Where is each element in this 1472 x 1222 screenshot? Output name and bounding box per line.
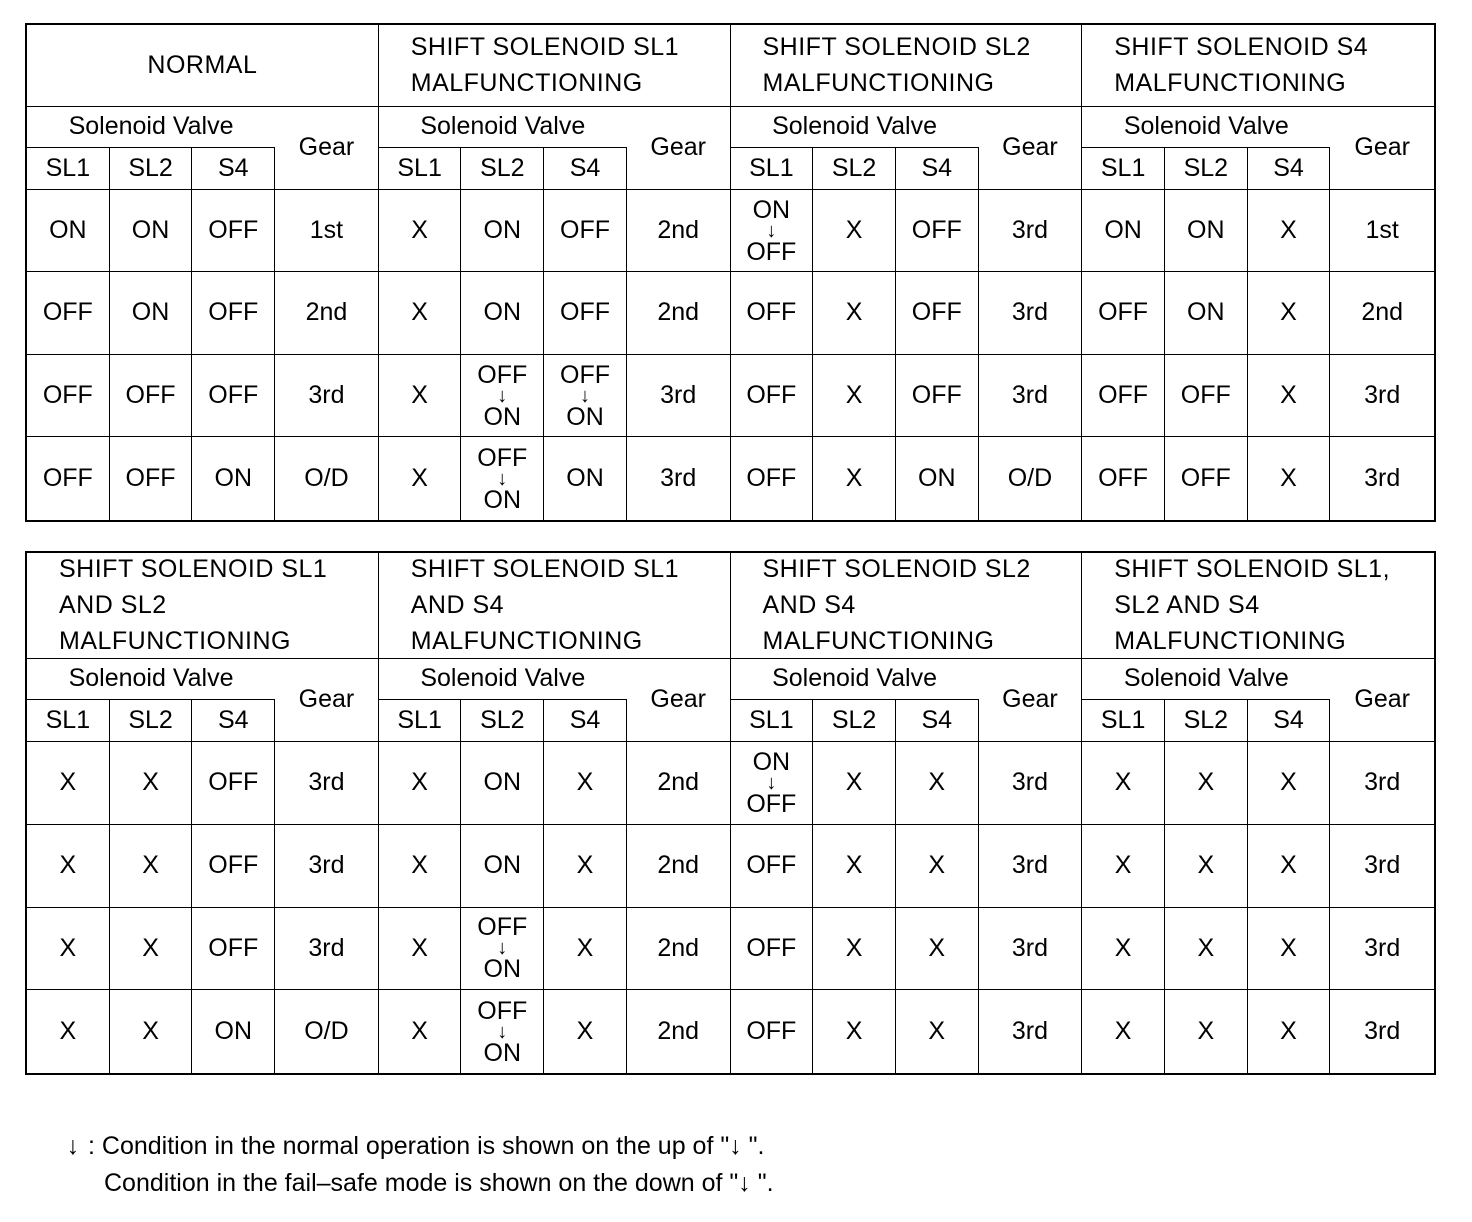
- gear-header: Gear: [627, 107, 731, 190]
- s4-column-header: S4: [896, 700, 979, 742]
- gear-cell: 3rd: [1330, 355, 1434, 438]
- solenoid-state-cell: OFF: [192, 190, 275, 273]
- solenoid-state-cell: X: [1248, 355, 1331, 438]
- solenoid-state-cell: OFF: [1082, 437, 1165, 520]
- sl1-column-header: SL1: [27, 148, 110, 190]
- gear-cell: 3rd: [1330, 825, 1434, 908]
- gear-cell: 3rd: [627, 355, 731, 438]
- solenoid-state-cell: ON: [110, 190, 193, 273]
- fail-safe-state: OFF: [746, 790, 797, 819]
- solenoid-state-cell: OFF: [731, 355, 814, 438]
- gear-cell: 3rd: [979, 355, 1083, 438]
- solenoid-state-cell: X: [1248, 190, 1331, 273]
- sl2-column-header: SL2: [461, 700, 544, 742]
- solenoid-state-cell: X: [1165, 825, 1248, 908]
- legend-line-1-prefix: : Condition in the normal operation is shown on the up of ": [88, 1132, 730, 1160]
- solenoid-state-cell: X: [896, 908, 979, 991]
- gear-cell: 3rd: [1364, 463, 1401, 492]
- normal-state: OFF: [477, 360, 528, 389]
- gear-cell: 2nd: [1330, 272, 1434, 355]
- section-title: SHIFT SOLENOID SL1 AND S4 MALFUNCTIONING: [379, 553, 731, 659]
- solenoid-state-cell: [461, 355, 544, 438]
- solenoid-state-cell: X: [1082, 908, 1165, 991]
- section-title: NORMAL: [27, 25, 379, 107]
- solenoid-state-cell: OFF: [896, 355, 979, 438]
- fail-safe-state: ON: [483, 402, 522, 431]
- sl2-column-header: SL2: [813, 700, 896, 742]
- gear-cell: 3rd: [275, 355, 379, 438]
- solenoid-state-cell: X: [1165, 990, 1248, 1073]
- solenoid-state-cell: X: [27, 742, 110, 825]
- sl2-column-header: SL2: [1165, 148, 1248, 190]
- solenoid-state-cell: OFF: [896, 190, 979, 273]
- solenoid-state-cell: OFF: [27, 355, 110, 438]
- gear-cell: 3rd: [1364, 1016, 1401, 1045]
- solenoid-valve-header: Solenoid Valve: [1082, 659, 1330, 701]
- gear-cell: 3rd: [979, 908, 1083, 991]
- solenoid-state-cell: X: [896, 742, 979, 825]
- gear-cell: O/D: [979, 437, 1083, 520]
- solenoid-state-cell: OFF: [1082, 355, 1165, 438]
- fail-safe-state: ON: [483, 955, 522, 984]
- solenoid-state-cell: ON: [27, 190, 110, 273]
- solenoid-state-cell: X: [544, 742, 627, 825]
- solenoid-state-cell: X: [379, 355, 462, 438]
- solenoid-state-cell: X: [379, 825, 462, 908]
- solenoid-state-cell: X: [896, 990, 979, 1073]
- gear-cell: 2nd: [627, 190, 731, 273]
- s4-column-header: S4: [1248, 148, 1331, 190]
- solenoid-state-cell: OFF: [731, 990, 814, 1073]
- gear-cell: 3rd: [275, 742, 379, 825]
- legend-line-2-prefix: Condition in the fail–safe mode is shown on the down of ": [104, 1169, 739, 1197]
- fail-safe-state: ON: [566, 402, 604, 431]
- normal-state: ON: [752, 195, 791, 224]
- gear-header: Gear: [979, 107, 1083, 190]
- sl1-column-header: SL1: [1082, 700, 1165, 742]
- solenoid-valve-header: Solenoid Valve: [731, 107, 979, 149]
- gear-cell: 2nd: [627, 908, 731, 991]
- gear-header: Gear: [979, 659, 1083, 743]
- gear-cell: 3rd: [979, 990, 1083, 1073]
- solenoid-state-cell: OFF: [110, 437, 193, 520]
- solenoid-state-cell: X: [813, 437, 896, 520]
- s4-column-header: S4: [1248, 700, 1331, 742]
- solenoid-state-cell: OFF: [27, 272, 110, 355]
- gear-header: Gear: [1330, 659, 1434, 743]
- solenoid-state-cell: OFF: [896, 272, 979, 355]
- s4-column-header: S4: [896, 148, 979, 190]
- legend-line-1: [58, 1128, 774, 1165]
- solenoid-state-cell: ON: [461, 742, 544, 825]
- legend-line-2-suffix: ".: [750, 1169, 774, 1197]
- solenoid-state-cell: X: [379, 437, 462, 520]
- solenoid-state-cell: X: [379, 272, 462, 355]
- solenoid-state-cell: [461, 908, 544, 991]
- normal-state: OFF: [560, 360, 610, 389]
- gear-header: Gear: [1330, 107, 1434, 190]
- gear-cell: 2nd: [275, 272, 379, 355]
- solenoid-state-cell: X: [27, 990, 110, 1073]
- solenoid-state-cell: ON: [896, 437, 979, 520]
- solenoid-state-cell: X: [544, 825, 627, 908]
- down-arrow-icon: ↓: [497, 1020, 508, 1043]
- down-arrow-icon: ↓: [66, 1132, 80, 1160]
- down-arrow-icon: ↓: [729, 1132, 742, 1160]
- section-title: SHIFT SOLENOID SL1 MALFUNCTIONING: [379, 25, 731, 107]
- normal-state: OFF: [477, 913, 528, 942]
- solenoid-state-cell: [544, 355, 627, 438]
- solenoid-state-cell: [461, 437, 544, 520]
- solenoid-valve-header: Solenoid Valve: [379, 107, 627, 149]
- gear-header: Gear: [275, 107, 379, 190]
- solenoid-state-cell: X: [1082, 742, 1165, 825]
- gear-cell: 2nd: [627, 742, 731, 825]
- solenoid-state-cell: OFF: [27, 437, 110, 520]
- solenoid-state-cell: X: [1248, 437, 1331, 520]
- gear-header: Gear: [275, 659, 379, 743]
- solenoid-state-cell: OFF: [1165, 437, 1248, 520]
- s4-column-header: S4: [192, 148, 275, 190]
- solenoid-state-cell: ON: [192, 990, 275, 1073]
- s4-column-header: S4: [544, 700, 627, 742]
- solenoid-state-cell: ON: [1165, 272, 1248, 355]
- legend-line-1-suffix: ".: [741, 1132, 765, 1160]
- solenoid-state-cell: X: [1248, 742, 1331, 825]
- down-arrow-icon: ↓: [766, 772, 777, 795]
- solenoid-state-cell: OFF: [192, 825, 275, 908]
- gear-cell: 3rd: [627, 437, 731, 520]
- gear-cell: 3rd: [979, 742, 1083, 825]
- solenoid-state-cell: X: [110, 825, 193, 908]
- section-title: SHIFT SOLENOID SL2 AND S4 MALFUNCTIONING: [731, 553, 1083, 659]
- sl2-column-header: SL2: [1165, 700, 1248, 742]
- solenoid-state-cell: OFF: [192, 908, 275, 991]
- sl1-column-header: SL1: [731, 148, 814, 190]
- solenoid-state-cell: X: [813, 990, 896, 1073]
- s4-column-header: S4: [544, 148, 627, 190]
- solenoid-state-cell: OFF: [731, 437, 814, 520]
- gear-cell: 1st: [1330, 190, 1434, 273]
- section-title: SHIFT SOLENOID SL1, SL2 AND S4 MALFUNCTIONING: [1082, 553, 1434, 659]
- solenoid-state-cell: X: [813, 272, 896, 355]
- gear-cell: 3rd: [275, 825, 379, 908]
- solenoid-state-cell: [461, 990, 544, 1073]
- solenoid-state-cell: OFF: [544, 190, 627, 273]
- gear-cell: O/D: [275, 990, 379, 1073]
- down-arrow-icon: ↓: [497, 467, 508, 490]
- solenoid-valve-header: Solenoid Valve: [731, 659, 979, 701]
- solenoid-state-cell: OFF: [731, 908, 814, 991]
- sl2-column-header: SL2: [813, 148, 896, 190]
- solenoid-valve-header: Solenoid Valve: [379, 659, 627, 701]
- normal-and-single-failure-table: [25, 23, 1436, 522]
- solenoid-valve-header: Solenoid Valve: [27, 659, 275, 701]
- sl2-column-header: SL2: [461, 148, 544, 190]
- solenoid-state-cell: X: [1082, 990, 1165, 1073]
- gear-cell: 1st: [275, 190, 379, 273]
- solenoid-state-cell: ON: [461, 272, 544, 355]
- gear-cell: 3rd: [979, 190, 1083, 273]
- sl1-column-header: SL1: [27, 700, 110, 742]
- solenoid-state-cell: ON: [461, 190, 544, 273]
- gear-cell: 2nd: [627, 990, 731, 1073]
- s4-column-header: S4: [192, 700, 275, 742]
- sl1-column-header: SL1: [731, 700, 814, 742]
- normal-state: ON: [752, 748, 791, 777]
- solenoid-state-cell: X: [110, 742, 193, 825]
- solenoid-state-cell: X: [379, 190, 462, 273]
- solenoid-state-cell: X: [27, 825, 110, 908]
- solenoid-state-cell: X: [813, 355, 896, 438]
- gear-header: Gear: [627, 659, 731, 743]
- gear-cell: 3rd: [979, 825, 1083, 908]
- solenoid-state-cell: OFF: [731, 272, 814, 355]
- down-arrow-icon: ↓: [738, 1169, 751, 1197]
- gear-cell: 2nd: [627, 272, 731, 355]
- solenoid-state-cell: ON: [461, 825, 544, 908]
- gear-cell: O/D: [275, 437, 379, 520]
- multiple-failure-table: [25, 551, 1436, 1075]
- legend-line-2: [58, 1165, 774, 1202]
- solenoid-state-cell: ON: [544, 437, 627, 520]
- normal-state: OFF: [477, 996, 528, 1025]
- down-arrow-icon: ↓: [497, 937, 508, 960]
- sl1-column-header: SL1: [379, 148, 462, 190]
- solenoid-state-cell: [731, 190, 814, 273]
- legend: [58, 1128, 774, 1202]
- gear-cell: 3rd: [275, 908, 379, 991]
- solenoid-state-cell: X: [379, 742, 462, 825]
- solenoid-state-cell: ON: [1165, 190, 1248, 273]
- solenoid-state-cell: ON: [192, 437, 275, 520]
- down-arrow-icon: ↓: [497, 384, 508, 407]
- solenoid-state-cell: OFF: [192, 355, 275, 438]
- section-title: SHIFT SOLENOID S4 MALFUNCTIONING: [1082, 25, 1434, 107]
- solenoid-state-cell: X: [110, 908, 193, 991]
- solenoid-state-cell: [731, 742, 814, 825]
- solenoid-state-cell: OFF: [1082, 272, 1165, 355]
- solenoid-state-cell: X: [896, 825, 979, 908]
- solenoid-state-cell: OFF: [544, 272, 627, 355]
- gear-cell: 3rd: [1330, 908, 1434, 991]
- solenoid-state-cell: X: [544, 990, 627, 1073]
- sl2-column-header: SL2: [110, 148, 193, 190]
- solenoid-state-cell: X: [1165, 908, 1248, 991]
- solenoid-state-cell: X: [813, 742, 896, 825]
- section-title: SHIFT SOLENOID SL2 MALFUNCTIONING: [731, 25, 1083, 107]
- solenoid-state-cell: X: [1165, 742, 1248, 825]
- solenoid-state-cell: X: [1082, 825, 1165, 908]
- solenoid-state-cell: X: [1248, 990, 1331, 1073]
- fail-safe-state: ON: [483, 1038, 522, 1067]
- solenoid-state-cell: OFF: [110, 355, 193, 438]
- solenoid-state-cell: OFF: [1165, 355, 1248, 438]
- solenoid-state-cell: OFF: [192, 742, 275, 825]
- sl2-column-header: SL2: [110, 700, 193, 742]
- solenoid-state-cell: X: [544, 908, 627, 991]
- solenoid-state-cell: X: [813, 190, 896, 273]
- solenoid-state-cell: X: [813, 908, 896, 991]
- solenoid-state-cell: X: [27, 908, 110, 991]
- solenoid-state-cell: X: [1248, 272, 1331, 355]
- fail-safe-state: OFF: [746, 237, 797, 266]
- gear-cell: 3rd: [1330, 742, 1434, 825]
- gear-cell: 3rd: [979, 272, 1083, 355]
- section-title: SHIFT SOLENOID SL1 AND SL2 MALFUNCTIONING: [27, 553, 379, 659]
- sl1-column-header: SL1: [379, 700, 462, 742]
- down-arrow-icon: ↓: [580, 384, 590, 407]
- solenoid-state-cell: X: [813, 825, 896, 908]
- down-arrow-icon: ↓: [766, 219, 777, 242]
- solenoid-valve-header: Solenoid Valve: [27, 107, 275, 149]
- normal-state: OFF: [477, 443, 528, 472]
- solenoid-state-cell: ON: [1082, 190, 1165, 273]
- solenoid-valve-header: Solenoid Valve: [1082, 107, 1330, 149]
- solenoid-state-cell: OFF: [192, 272, 275, 355]
- fail-safe-state: ON: [483, 485, 522, 514]
- solenoid-state-cell: X: [1248, 825, 1331, 908]
- solenoid-state-cell: X: [379, 908, 462, 991]
- gear-cell: 2nd: [627, 825, 731, 908]
- solenoid-state-cell: X: [110, 990, 193, 1073]
- solenoid-state-cell: X: [379, 990, 462, 1073]
- solenoid-state-cell: X: [1248, 908, 1331, 991]
- sl1-column-header: SL1: [1082, 148, 1165, 190]
- solenoid-state-cell: OFF: [731, 825, 814, 908]
- solenoid-state-cell: ON: [110, 272, 193, 355]
